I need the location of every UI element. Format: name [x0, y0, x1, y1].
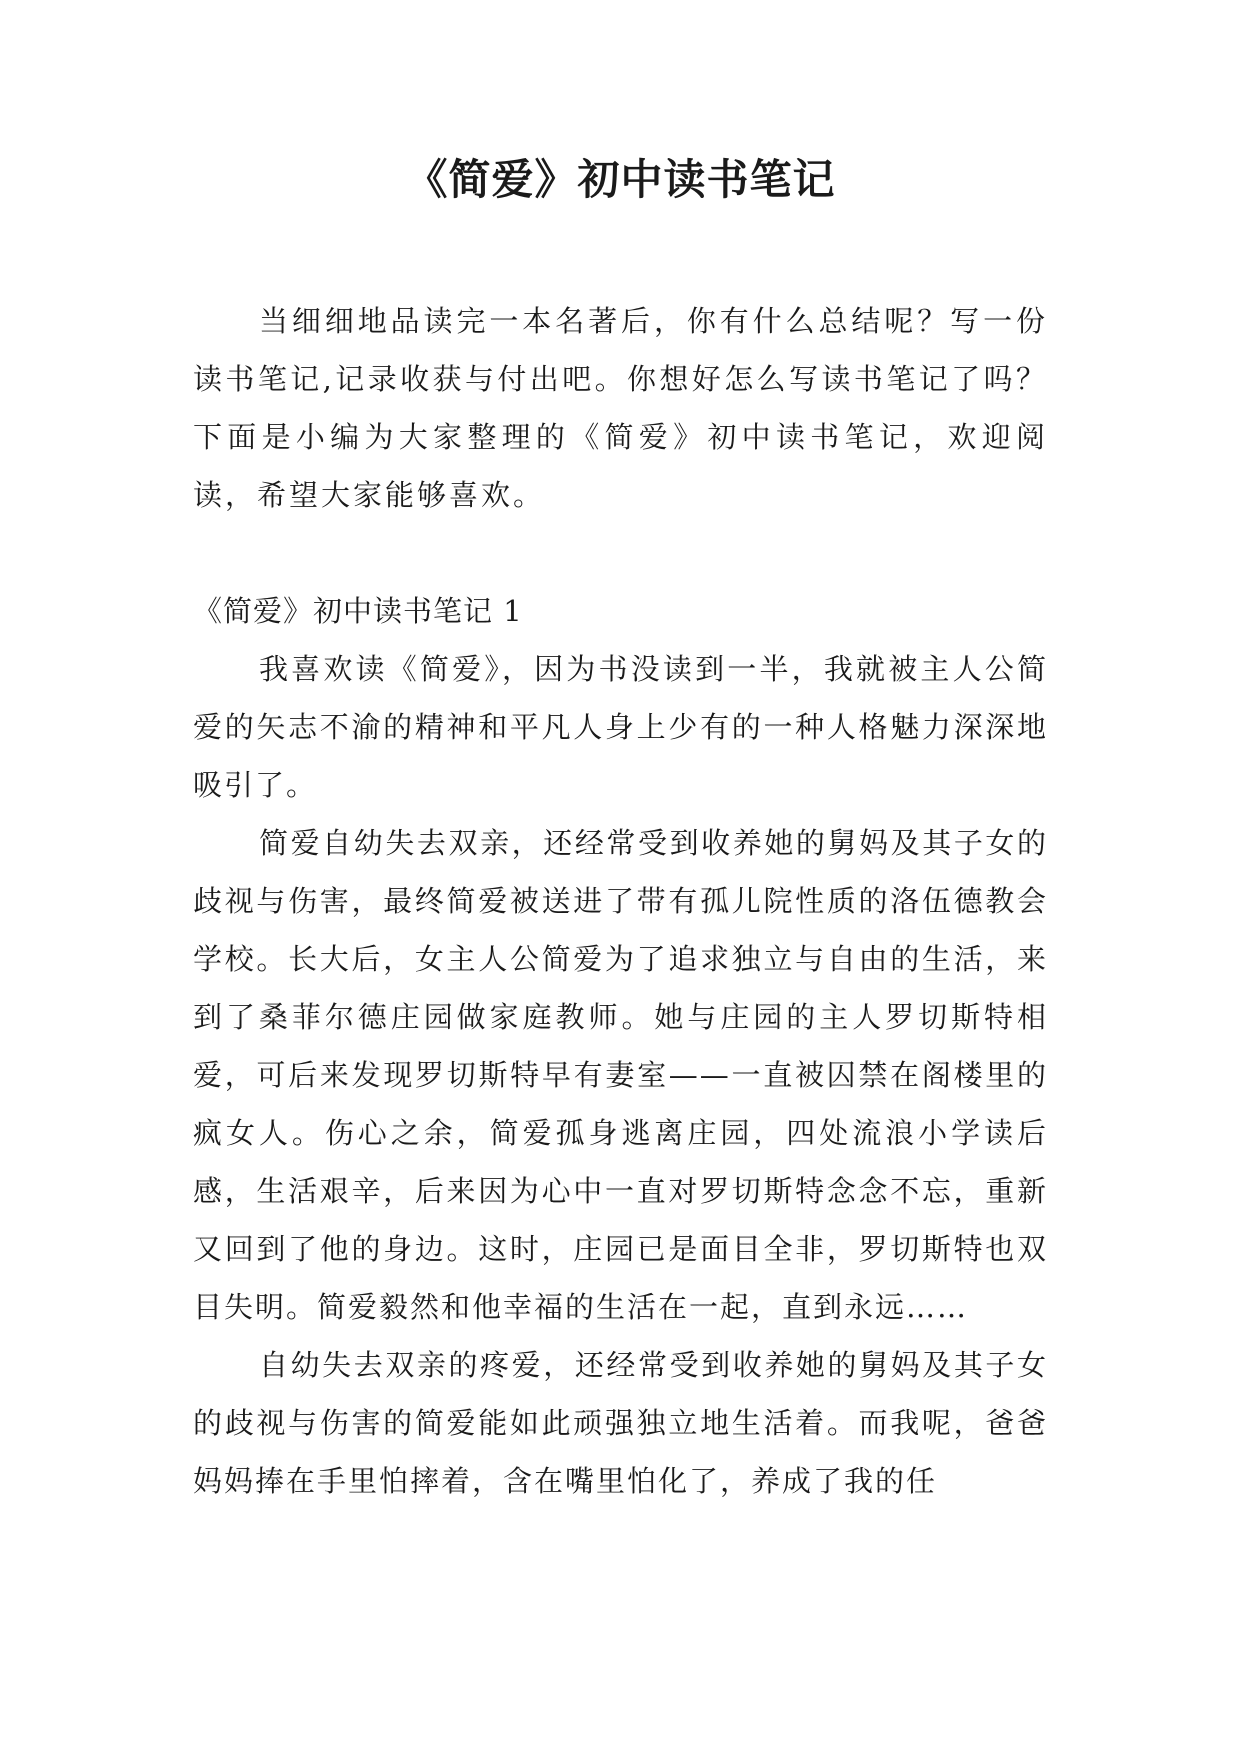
- body-paragraph: 简爱自幼失去双亲，还经常受到收养她的舅妈及其子女的歧视与伤害，最终简爱被送进了带有孤儿院性质的洛伍德教会学校。长大后，女主人公简爱为了追求独立与自由的生活，来到了桑菲尔德庄园做家庭教师。她与庄园的主人罗切斯特相爱，可后来发现罗切斯特早有妻室——一直被囚禁在阁楼里的疯女人。伤心之余，简爱孤身逃离庄园，四处流浪小学读后感，生活艰辛，后来因为心中一直对罗切斯特念念不忘，重新又回到了他的身边。这时，庄园已是面目全非，罗切斯特也双目失明。简爱毅然和他幸福的生活在一起，直到永远……: [193, 826, 1048, 1324]
- body-paragraph: 自幼失去双亲的疼爱，还经常受到收养她的舅妈及其子女的歧视与伤害的简爱能如此顽强独立地生活着。而我呢，爸爸妈妈捧在手里怕摔着，含在嘴里怕化了，养成了我的任: [193, 1348, 1048, 1498]
- body-paragraph: 我喜欢读《简爱》，因为书没读到一半，我就被主人公简爱的矢志不渝的精神和平凡人身上少有的一种人格魅力深深地吸引了。: [193, 652, 1048, 802]
- document-title: 《简爱》初中读书笔记: [405, 155, 836, 204]
- section-heading: 《简爱》初中读书笔记 1: [193, 594, 523, 628]
- document-body: [193, 292, 1048, 1510]
- intro-paragraph: 当细细地品读完一本名著后，你有什么总结呢？写一份读书笔记,记录收获与付出吧。你想好怎么写读书笔记了吗？下面是小编为大家整理的《简爱》初中读书笔记，欢迎阅读，希望大家能够喜欢。: [193, 304, 1048, 512]
